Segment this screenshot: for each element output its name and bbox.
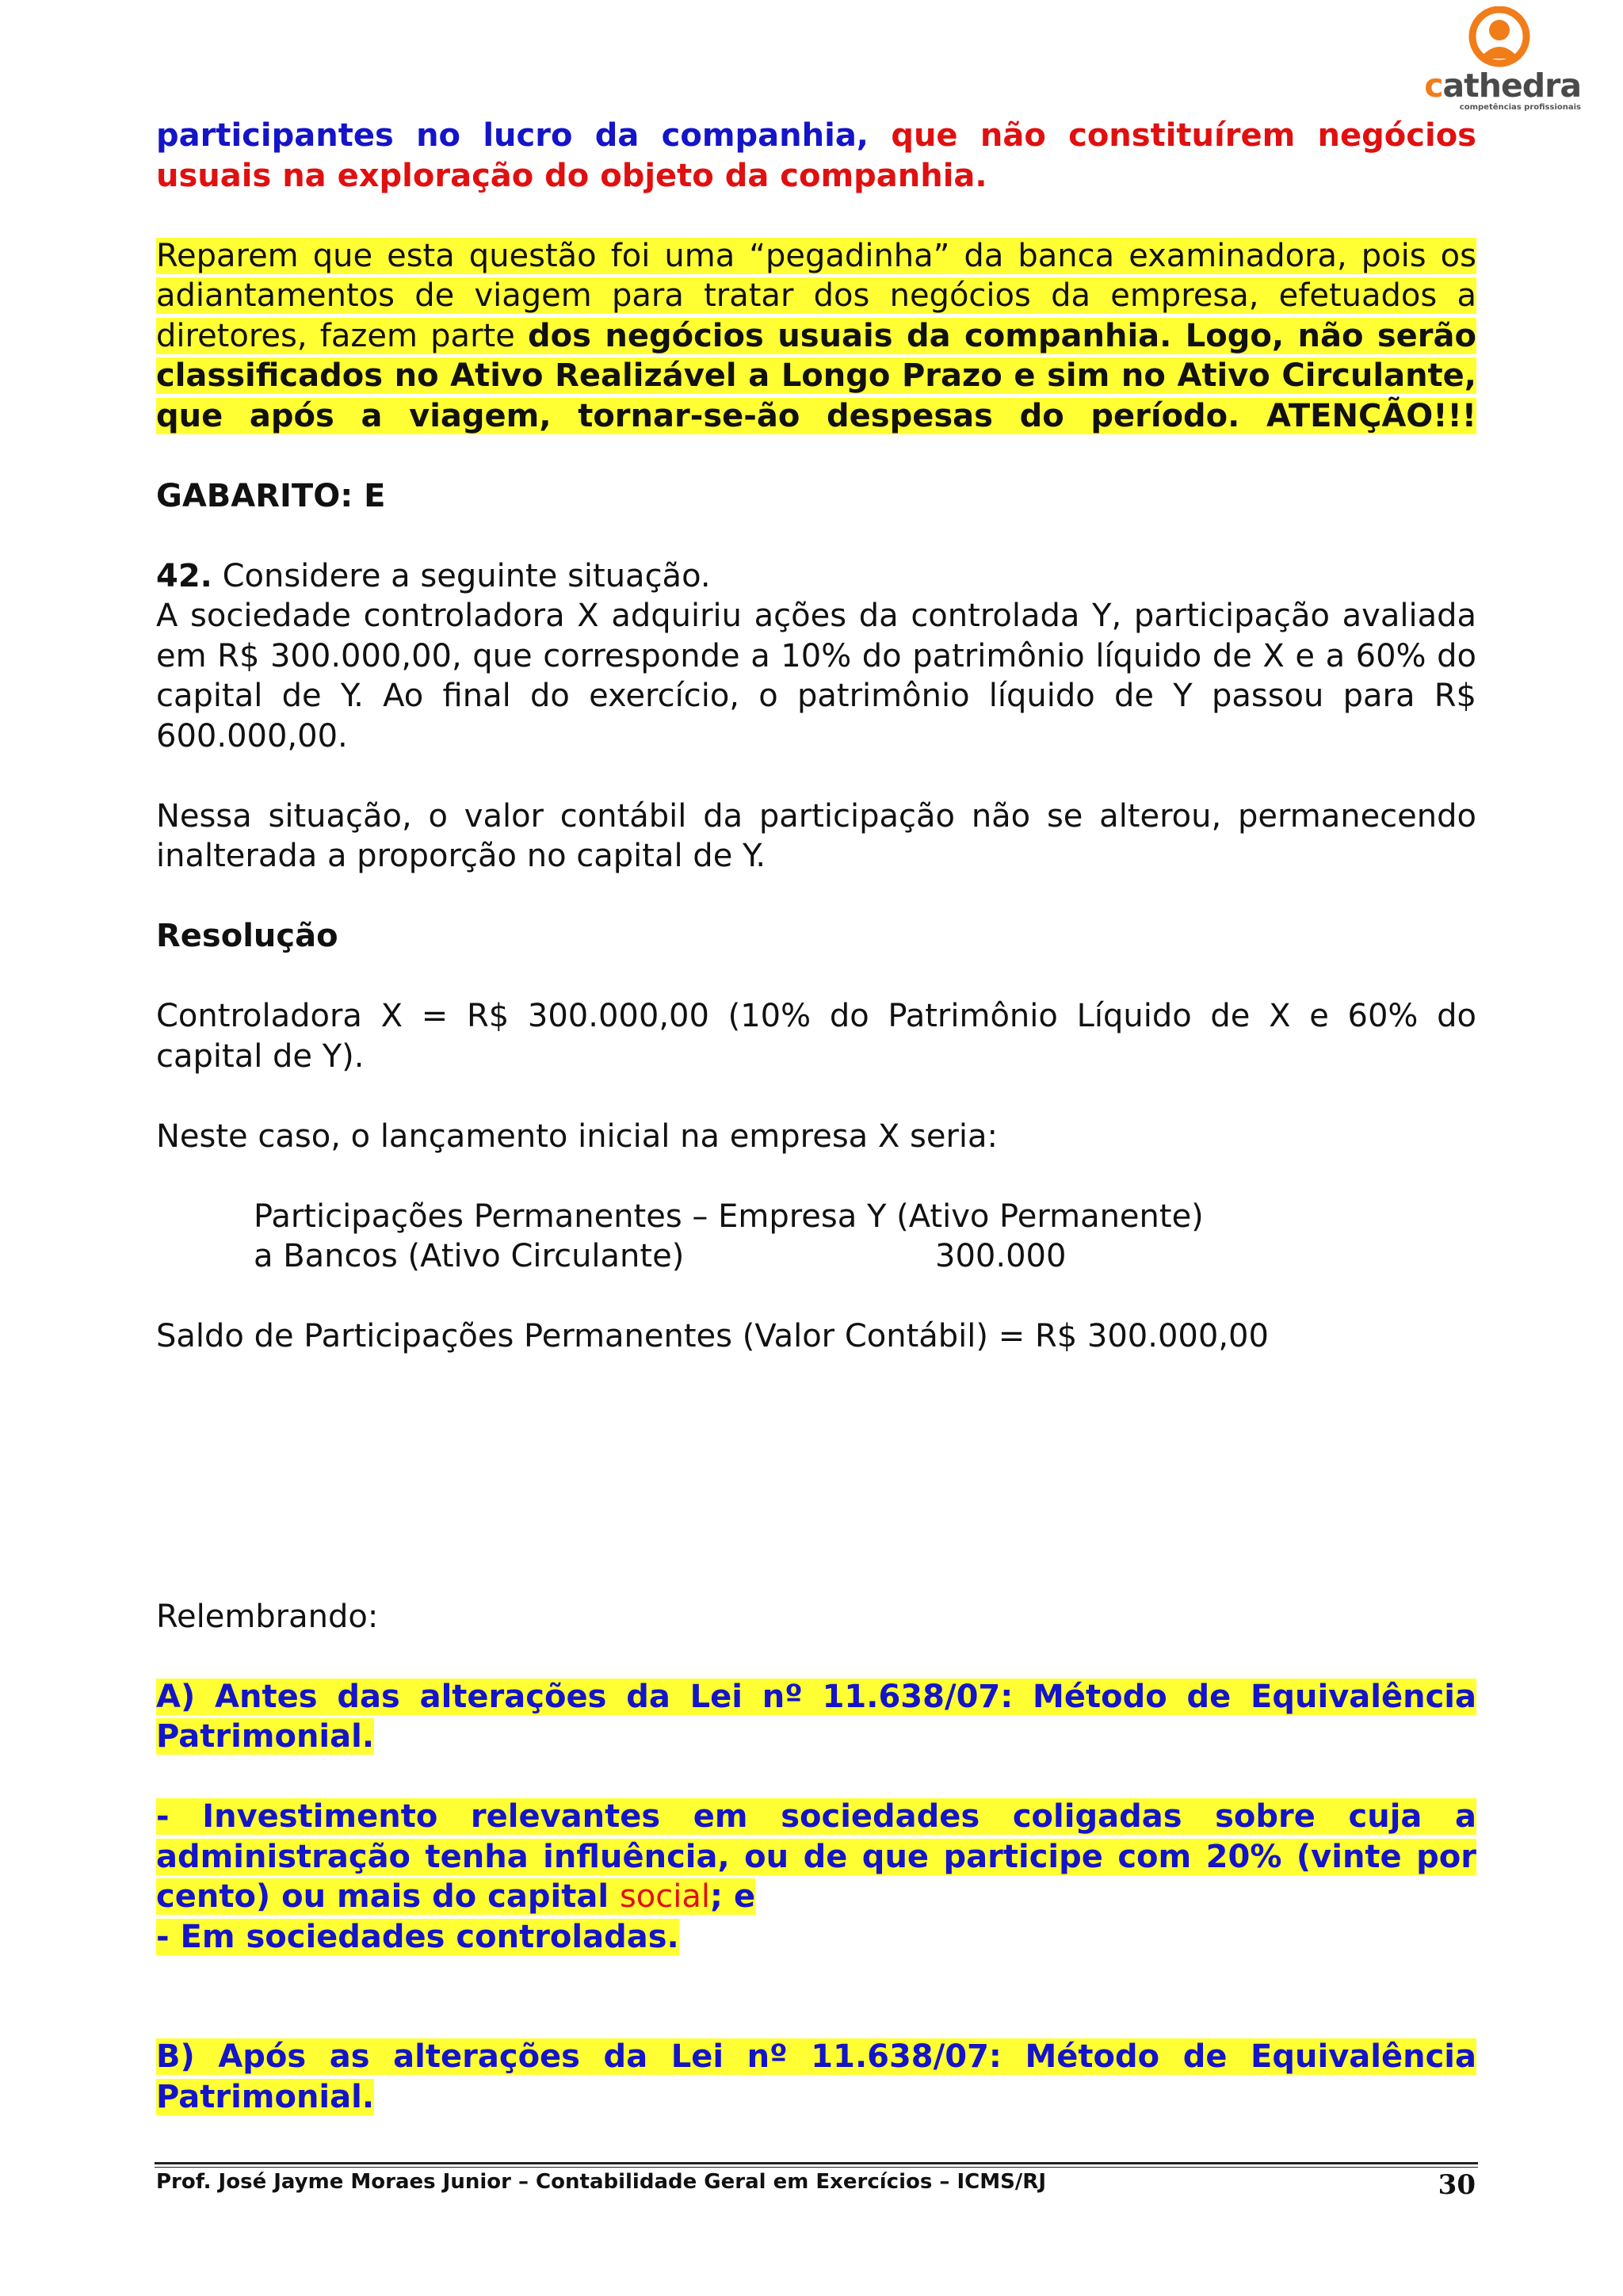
- highlighted-note: Reparem que esta questão foi uma “pegadinha” da banca examinadora, pois os adiantamentos de viagem para tratar dos negócios da empresa, efetuados a diretores, fazem parte dos negócios usuais da companhia. Logo, não serão classificados no Ativo Realizável a Longo Prazo e sim no Ativo Circulante, que após a viagem, tornar-se-ão despesas do período. ATENÇÃO!!!: [156, 237, 1476, 434]
- answer-key: GABARITO: E: [156, 477, 386, 514]
- footer-author: Prof. José Jayme Moraes Junior – Contabilidade Geral em Exercícios – ICMS/RJ: [156, 2170, 1046, 2194]
- balance-line: Saldo de Participações Permanentes (Valor Contábil) = R$ 300.000,00: [156, 1318, 1269, 1354]
- journal-entry-debit: Participações Permanentes – Empresa Y (Ativo Permanente): [254, 1198, 1204, 1235]
- section-a-item-controladas: - Em sociedades controladas.: [156, 1918, 679, 1955]
- resolution-heading: Resolução: [156, 918, 338, 954]
- section-b-title: B) Após as alterações da Lei nº 11.638/07: Método de Equivalência Patrimonial.: [156, 2038, 1476, 2115]
- question-statement: Nessa situação, o valor contábil da participação não se alterou, permanecendo inalterada a proporção no capital de Y.: [156, 797, 1476, 874]
- cathedra-logo: [1423, 6, 1581, 112]
- logo-wordmark: cathedra: [1424, 67, 1581, 105]
- journal-entry-credit: a Bancos (Ativo Circulante) 300.000: [254, 1238, 1067, 1274]
- recall-label: Relembrando:: [156, 1598, 379, 1635]
- cathedra-person-icon: [1464, 6, 1535, 70]
- section-a-title: A) Antes das alterações da Lei nº 11.638/07: Método de Equivalência Patrimonial.: [156, 1678, 1476, 1755]
- resolution-entry-intro: Neste caso, o lançamento inicial na empresa X seria:: [156, 1117, 999, 1155]
- footer-rule: [155, 2162, 1478, 2164]
- section-a-item-coligadas: - Investimento relevantes em sociedades coligadas sobre cuja a administração tenha influência, ou de que participe com 20% (vinte por cento) ou mais do capital social; e: [156, 1798, 1476, 1915]
- resolution-controladora: Controladora X = R$ 300.000,00 (10% do Patrimônio Líquido de X e 60% do capital de Y).: [156, 998, 1476, 1075]
- footer-rule-thin: [155, 2167, 1478, 2168]
- page-content: [156, 116, 1476, 2117]
- logo-tagline: competências profissionais: [1459, 103, 1581, 112]
- question-body: A sociedade controladora X adquiriu ações da controlada Y, participação avaliada em R$ 300.000,00, que corresponde a 10% do patrimônio líquido de X e a 60% do capital de Y. Ao final do exercício, o patrimônio líquido de Y passou para R$ 600.000,00.: [156, 598, 1476, 755]
- intro-paragraph: participantes no lucro da companhia, que não constituírem negócios usuais na exploração do objeto da companhia.: [156, 117, 1476, 194]
- page-number: 30: [1438, 2169, 1476, 2201]
- question-heading: 42. Considere a seguinte situação.: [156, 557, 711, 594]
